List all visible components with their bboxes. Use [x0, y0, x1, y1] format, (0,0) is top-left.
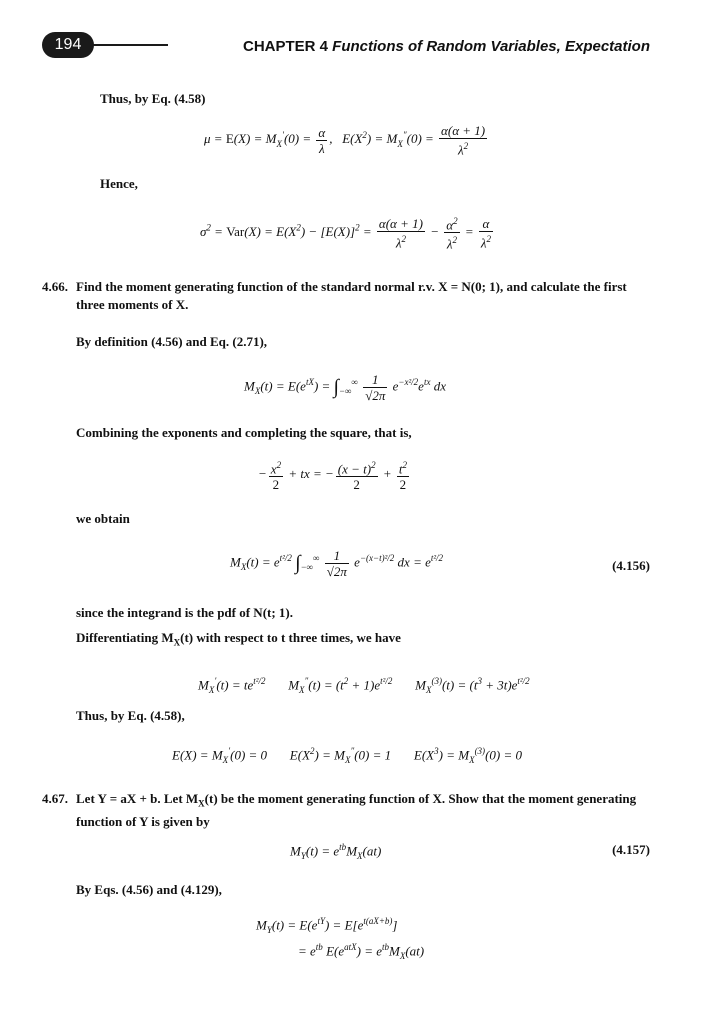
equation-4157: $M_Y(t) = e^{tb}M_X(at)$ [290, 842, 382, 861]
equation-complete-square: − $\frac{x^2}{2}$ + tx = − $\frac{(x - t)^2}{2}$ + $\frac{t^2}{2}$ [258, 460, 407, 493]
problem-467-number: 4.67. [42, 791, 68, 806]
by-eqs-text: By Eqs. (4.56) and (4.129), [76, 882, 222, 897]
we-obtain: we obtain [76, 511, 130, 526]
equation-my-line1: $M_Y(t) = E(e^{tY}) = E[e^{t(aX+b)}]$ [256, 916, 398, 935]
equation-number-4157: (4.157) [612, 842, 650, 857]
thus-eq-458-second: Thus, by Eq. (4.58), [76, 708, 185, 723]
thus-eq-458: Thus, by Eq. (4.58) [100, 91, 206, 106]
chapter-label: CHAPTER 4 [242, 38, 328, 55]
differentiating-text: Differentiating $M_X(t)$ with respect to t three times, we have [76, 630, 401, 648]
problem-467-statement: Let Y = aX + b. Let $M_X(t)$ be the moment generating function of X. Show that the moment generating function of Y is given by [76, 791, 637, 829]
equation-variance: $\sigma^2 = Var(X) = E(X^2) - [E(X)]^2$ = $\frac{\alpha(\alpha + 1)}{\lambda^2}$ − $\frac{\alpha^2}{\lambda^2}$ = $\frac{\alpha}{\lambda^2}$ [200, 215, 491, 252]
header-rule [92, 44, 168, 46]
equation-4156: $M_X(t) = e^{t^2/2}$ $\int_{-\infty}^\infty$ $\frac{1}{√2\pi}$ $e^{-(x-t)^2/2}$ dx = $e^{t^2/2}$ [230, 548, 444, 579]
by-definition: By definition (4.56) and Eq. (2.71), [76, 334, 268, 349]
problem-466-statement: Find the moment generating function of the standard normal r.v. X = N(0; 1), and calculate the first three moments of X. [76, 279, 627, 312]
equation-mean-second-moment: $\mu = E(X) = M_X'(0)$ = $\frac{\alpha}{\lambda}$ , $E(X^2) = M_X''(0)$ = $\frac{\alpha(\alpha + 1)}{\lambda^2}$ [204, 123, 486, 158]
chapter-title: Functions of Random Variables, Expectation [332, 38, 650, 55]
combining-text: Combining the exponents and completing the square, that is, [76, 425, 412, 440]
equation-moments: $E(X) = M_X'(0) = 0$ $E(X^2) = M_X''(0) = 1$ $E(X^3) = M_X^{(3)}(0) = 0$ [172, 746, 522, 765]
hence-label: Hence, [100, 176, 138, 191]
page-number-badge: 194 [42, 32, 94, 58]
problem-466-number: 4.66. [42, 279, 68, 294]
since-integrand: since the integrand is the pdf of N(t; 1). [76, 605, 294, 620]
equation-mgf-definition: $M_X(t) = E(e^{tX}) = \int_{-\infty}^\infty$ $\frac{1}{√2\pi}$ $e^{-x^2/2}e^{tx}$ dx [244, 372, 446, 403]
equation-derivatives: $M_X'(t) = te^{t^2/2}$ $M_X''(t) = (t^2 + 1)e^{t^2/2}$ $M_X^{(3)}(t) = (t^3 + 3t)e^{t^2/2}$ [198, 676, 530, 695]
equation-number-4156: (4.156) [612, 558, 650, 573]
running-head [243, 38, 650, 55]
equation-my-line2: = $e^{tb}$ $E(e^{atX}) = e^{tb}M_X(at)$ [298, 942, 425, 961]
